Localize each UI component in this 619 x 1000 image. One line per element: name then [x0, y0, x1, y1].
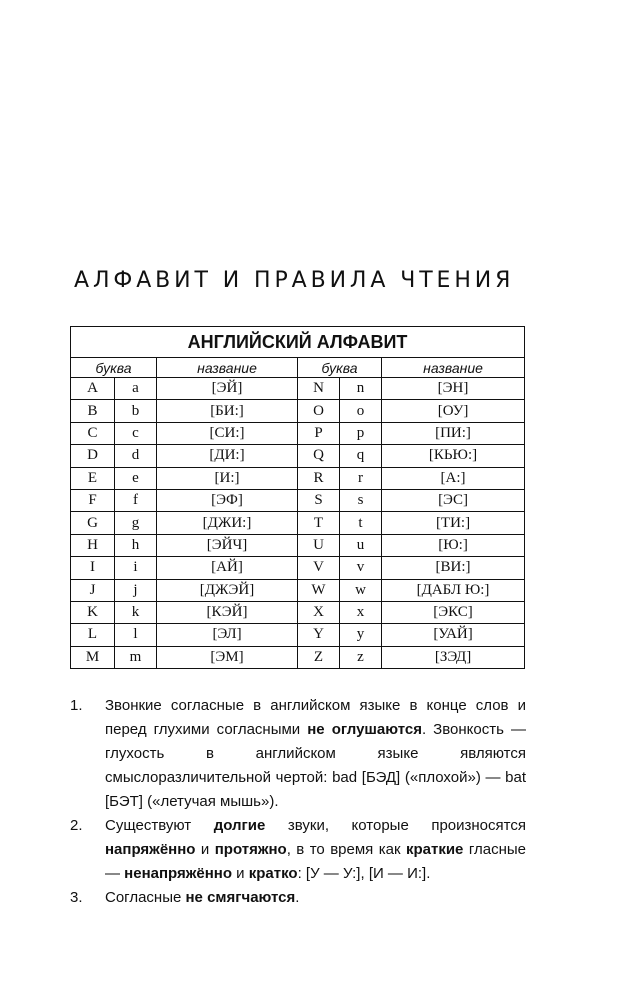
- lowercase-letter: l: [115, 624, 157, 646]
- rule-number: 1.: [70, 697, 83, 714]
- section-heading: АЛФАВИТ И ПРАВИЛА ЧТЕНИЯ: [74, 268, 515, 293]
- letter-name: [А:]: [382, 467, 525, 489]
- letter-name: [ЭЙЧ]: [157, 534, 298, 556]
- letter-name: [ЗЭД]: [382, 646, 525, 668]
- uppercase-letter: U: [298, 534, 340, 556]
- rule-emphasis: протяжно: [214, 841, 287, 858]
- rule-number: 2.: [70, 817, 83, 834]
- letter-name: [ЭЙ]: [157, 378, 298, 400]
- letter-name: [И:]: [157, 467, 298, 489]
- lowercase-letter: n: [340, 378, 382, 400]
- rule-number: 3.: [70, 889, 83, 906]
- rule-emphasis: напряжённо: [105, 841, 196, 858]
- letter-name: [ЭКС]: [382, 601, 525, 623]
- table-row: [71, 557, 525, 579]
- rule-text: . Звонкость — глухость в английском языке являются смыслоразличительной чертой: bad [БЭД] («плохой») — bat [БЭТ] («летучая мышь»).: [105, 721, 526, 810]
- column-header-name-left: название: [157, 358, 298, 378]
- alphabet-table: [70, 326, 525, 669]
- table-row: [71, 601, 525, 623]
- rule-emphasis: не смягчаются: [185, 889, 296, 906]
- rule-text: и: [232, 865, 249, 882]
- lowercase-letter: g: [115, 512, 157, 534]
- rule-text: Звонкие согласные в английском языке в конце слов и перед глухими согласными: [105, 697, 526, 738]
- letter-name: [КЭЙ]: [157, 601, 298, 623]
- lowercase-letter: j: [115, 579, 157, 601]
- rule-text: Согласные: [105, 889, 186, 906]
- uppercase-letter: R: [298, 467, 340, 489]
- letter-name: [ЭС]: [382, 489, 525, 511]
- lowercase-letter: v: [340, 557, 382, 579]
- rule-text: .: [295, 889, 300, 906]
- letter-name: [АЙ]: [157, 557, 298, 579]
- lowercase-letter: z: [340, 646, 382, 668]
- lowercase-letter: t: [340, 512, 382, 534]
- alphabet-table-body: [71, 378, 525, 669]
- lowercase-letter: h: [115, 534, 157, 556]
- column-header-name-right: название: [382, 358, 525, 378]
- lowercase-letter: k: [115, 601, 157, 623]
- lowercase-letter: u: [340, 534, 382, 556]
- uppercase-letter: G: [71, 512, 115, 534]
- letter-name: [Ю:]: [382, 534, 525, 556]
- table-title: АНГЛИЙСКИЙ АЛФАВИТ: [71, 327, 525, 358]
- uppercase-letter: Z: [298, 646, 340, 668]
- letter-name: [ДАБЛ Ю:]: [382, 579, 525, 601]
- table-row: [71, 378, 525, 400]
- table-row: [71, 579, 525, 601]
- uppercase-letter: E: [71, 467, 115, 489]
- uppercase-letter: K: [71, 601, 115, 623]
- rule-emphasis: краткие: [405, 841, 464, 858]
- lowercase-letter: q: [340, 445, 382, 467]
- table-row: [71, 534, 525, 556]
- table-row: [71, 512, 525, 534]
- rule-text: : [У — У:], [И — И:].: [297, 865, 431, 882]
- lowercase-letter: p: [340, 422, 382, 444]
- lowercase-letter: e: [115, 467, 157, 489]
- table-row: [71, 646, 525, 668]
- rule-emphasis: долгие: [213, 817, 266, 834]
- uppercase-letter: X: [298, 601, 340, 623]
- table-row: [71, 445, 525, 467]
- reading-rules-list: [70, 694, 526, 910]
- lowercase-letter: w: [340, 579, 382, 601]
- table-row: [71, 467, 525, 489]
- lowercase-letter: x: [340, 601, 382, 623]
- uppercase-letter: V: [298, 557, 340, 579]
- rule-text: гласные —: [105, 841, 526, 882]
- letter-name: [ВИ:]: [382, 557, 525, 579]
- letter-name: [ТИ:]: [382, 512, 525, 534]
- lowercase-letter: b: [115, 400, 157, 422]
- lowercase-letter: d: [115, 445, 157, 467]
- table-row: [71, 422, 525, 444]
- lowercase-letter: y: [340, 624, 382, 646]
- lowercase-letter: s: [340, 489, 382, 511]
- uppercase-letter: A: [71, 378, 115, 400]
- uppercase-letter: Q: [298, 445, 340, 467]
- uppercase-letter: W: [298, 579, 340, 601]
- uppercase-letter: Y: [298, 624, 340, 646]
- lowercase-letter: f: [115, 489, 157, 511]
- letter-name: [ДИ:]: [157, 445, 298, 467]
- rule-emphasis: ненапряжённо: [124, 865, 233, 882]
- uppercase-letter: P: [298, 422, 340, 444]
- lowercase-letter: m: [115, 646, 157, 668]
- rule-text: Существуют: [105, 817, 214, 834]
- rule-emphasis: не оглушаются: [307, 721, 422, 738]
- letter-name: [ОУ]: [382, 400, 525, 422]
- rule-text: звуки, которые произносятся: [265, 817, 526, 834]
- uppercase-letter: O: [298, 400, 340, 422]
- letter-name: [ЭЛ]: [157, 624, 298, 646]
- uppercase-letter: T: [298, 512, 340, 534]
- lowercase-letter: a: [115, 378, 157, 400]
- uppercase-letter: M: [71, 646, 115, 668]
- rule-item: [70, 694, 526, 814]
- uppercase-letter: B: [71, 400, 115, 422]
- uppercase-letter: C: [71, 422, 115, 444]
- letter-name: [КЬЮ:]: [382, 445, 525, 467]
- letter-name: [СИ:]: [157, 422, 298, 444]
- rule-text: и: [195, 841, 215, 858]
- letter-name: [ЭМ]: [157, 646, 298, 668]
- lowercase-letter: i: [115, 557, 157, 579]
- uppercase-letter: S: [298, 489, 340, 511]
- uppercase-letter: F: [71, 489, 115, 511]
- uppercase-letter: I: [71, 557, 115, 579]
- letter-name: [ПИ:]: [382, 422, 525, 444]
- rule-item: [70, 814, 526, 886]
- lowercase-letter: o: [340, 400, 382, 422]
- table-row: [71, 400, 525, 422]
- rule-emphasis: кратко: [248, 865, 298, 882]
- uppercase-letter: J: [71, 579, 115, 601]
- letter-name: [ДЖЭЙ]: [157, 579, 298, 601]
- letter-name: [БИ:]: [157, 400, 298, 422]
- uppercase-letter: H: [71, 534, 115, 556]
- rule-item: [70, 886, 526, 910]
- table-row: [71, 624, 525, 646]
- lowercase-letter: r: [340, 467, 382, 489]
- letter-name: [ДЖИ:]: [157, 512, 298, 534]
- column-header-letter-right: буква: [298, 358, 382, 378]
- letter-name: [ЭН]: [382, 378, 525, 400]
- column-header-letter-left: буква: [71, 358, 157, 378]
- table-row: [71, 489, 525, 511]
- letter-name: [ЭФ]: [157, 489, 298, 511]
- uppercase-letter: D: [71, 445, 115, 467]
- rule-text: , в то время как: [286, 841, 406, 858]
- letter-name: [УАЙ]: [382, 624, 525, 646]
- lowercase-letter: c: [115, 422, 157, 444]
- uppercase-letter: L: [71, 624, 115, 646]
- uppercase-letter: N: [298, 378, 340, 400]
